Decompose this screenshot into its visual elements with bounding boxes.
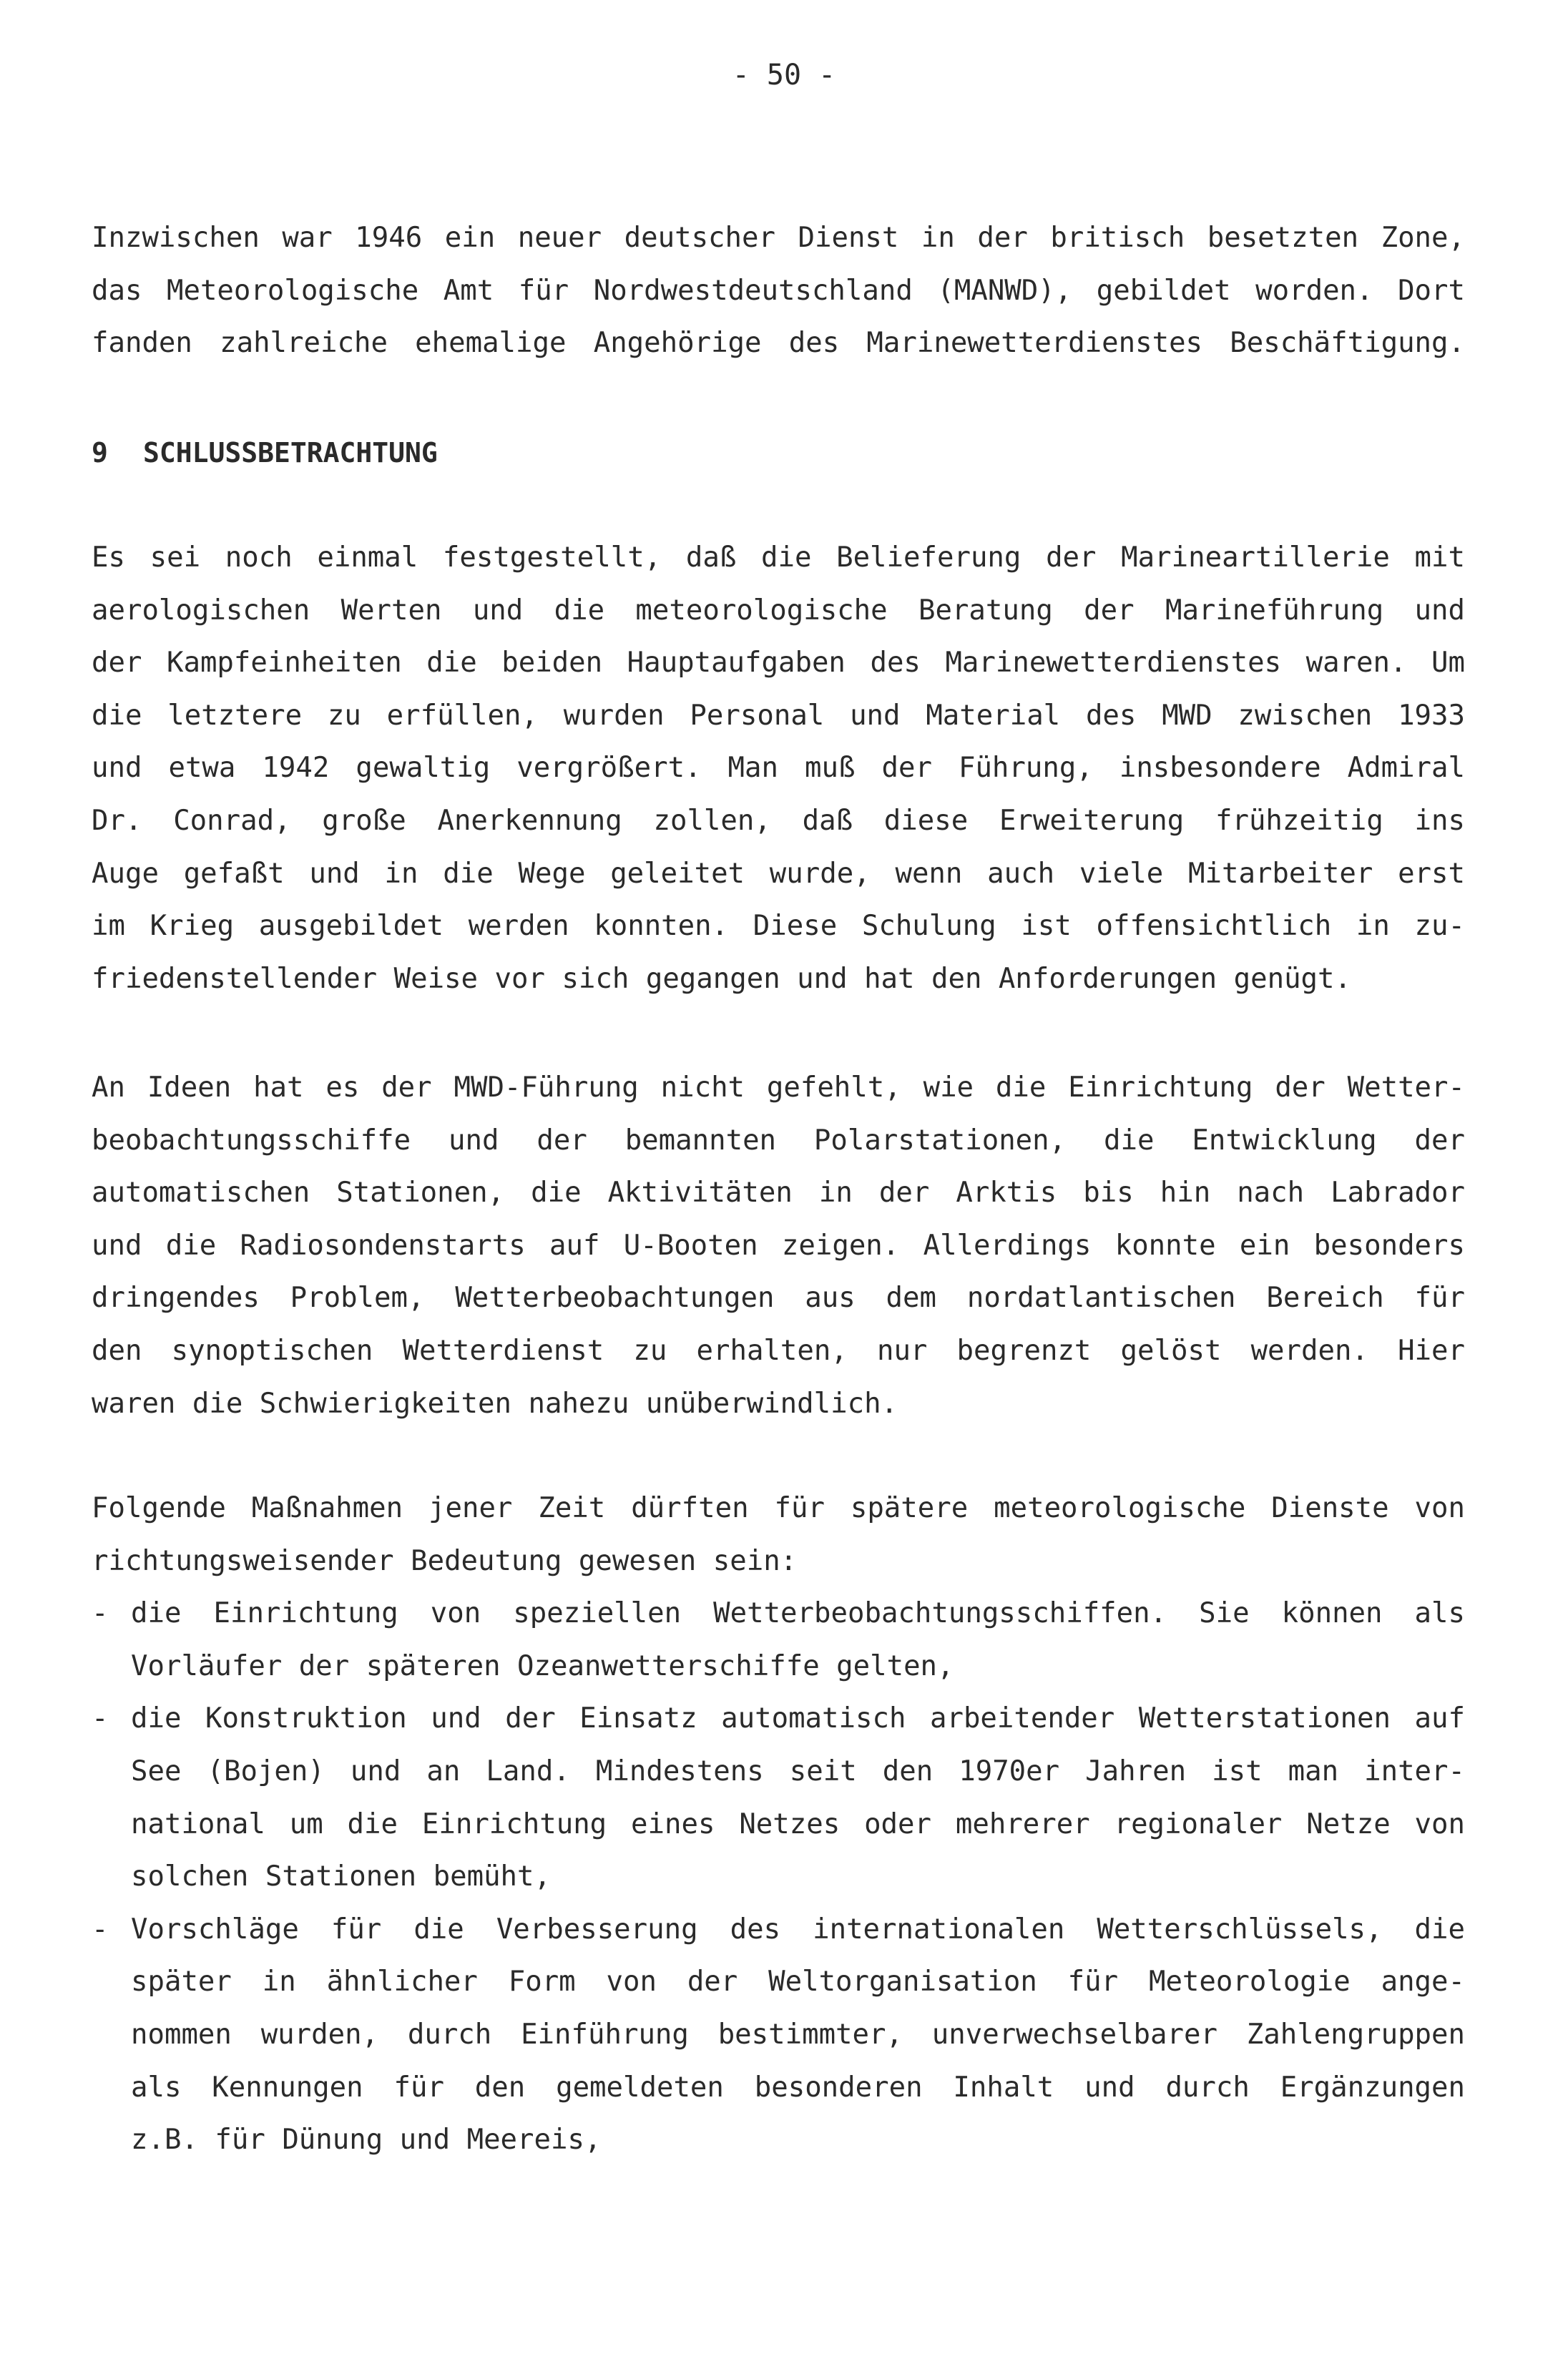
list-dash: - [92, 1913, 109, 1946]
p1-line-4: die letztere zu erfüllen, wurden Personal und Material des MWD zwischen 1933 [92, 699, 1465, 732]
item2-line-3: national um die Einrichtung eines Netzes oder mehrerer regionaler Netze von [131, 1808, 1465, 1840]
item3-line-4: als Kennungen für den gemeldeten besonderen Inhalt und durch Ergänzungen [131, 2071, 1465, 2104]
p2-line-6: den synoptischen Wetterdienst zu erhalten, nur begrenzt gelöst werden. Hier [92, 1334, 1465, 1367]
paragraph-1 [92, 531, 1465, 1005]
item1-line-2: Vorläufer der späteren Ozeanwetterschiffe gelten, [131, 1649, 954, 1682]
list-item [92, 1903, 1465, 2167]
intro-line-2: das Meteorologische Amt für Nordwestdeutschland (MANWD), gebildet worden. Dort [92, 274, 1465, 307]
item3-line-2: später in ähnlicher Form von der Weltorganisation für Meteorologie ange- [131, 1966, 1465, 1998]
p1-line-2: aerologischen Werten und die meteorologische Beratung der Marineführung und [92, 594, 1465, 627]
intro-paragraph [92, 212, 1465, 370]
p1-line-7: Auge gefaßt und in die Wege geleitet wurde, wenn auch viele Mitarbeiter erst [92, 857, 1465, 890]
list-item [92, 1692, 1465, 1903]
list-dash: - [92, 1702, 109, 1735]
p1-line-9: friedenstellender Weise vor sich gegangen und hat den Anforderungen genügt. [92, 962, 1351, 995]
section-number: 9 [92, 437, 108, 469]
list-item [92, 1587, 1465, 1692]
p2-line-7: waren die Schwierigkeiten nahezu unüberwindlich. [92, 1387, 898, 1420]
item2-line-1: die Konstruktion und der Einsatz automatisch arbeitender Wetterstationen auf [131, 1702, 1465, 1735]
p2-line-3: automatischen Stationen, die Aktivitäten in der Arktis bis hin nach Labrador [92, 1177, 1465, 1210]
p3-lead-line-2: richtungsweisender Bedeutung gewesen sein: [92, 1544, 798, 1577]
section-heading [92, 426, 438, 479]
p2-line-1: An Ideen hat es der MWD-Führung nicht gefehlt, wie die Einrichtung der Wetter- [92, 1071, 1465, 1104]
p1-line-8: im Krieg ausgebildet werden konnten. Diese Schulung ist offensichtlich in zu- [92, 910, 1465, 943]
p2-line-5: dringendes Problem, Wetterbeobachtungen aus dem nordatlantischen Bereich für [92, 1282, 1465, 1315]
p2-line-2: beobachtungsschiffe und der bemannten Polarstationen, die Entwicklung der [92, 1124, 1465, 1157]
item1-line-1: die Einrichtung von speziellen Wetterbeobachtungsschiffen. Sie können als [131, 1597, 1465, 1630]
page-number: - 50 - [732, 59, 836, 92]
paragraph-2 [92, 1061, 1465, 1430]
p1-line-6: Dr. Conrad, große Anerkennung zollen, daß diese Erweiterung frühzeitig ins [92, 804, 1465, 837]
item3-line-5: z.B. für Dünung und Meereis, [131, 2124, 602, 2157]
p1-line-1: Es sei noch einmal festgestellt, daß die Belieferung der Marineartillerie mit [92, 541, 1465, 574]
p2-line-4: und die Radiosondenstarts auf U-Booten zeigen. Allerdings konnte ein besonders [92, 1229, 1465, 1262]
intro-line-1: Inzwischen war 1946 ein neuer deutscher Dienst in der britisch besetzten Zone, [92, 222, 1465, 254]
p3-lead-line-1: Folgende Maßnahmen jener Zeit dürften für spätere meteorologische Dienste von [92, 1492, 1465, 1524]
paragraph-3 [92, 1482, 1465, 2167]
item3-line-1: Vorschläge für die Verbesserung des internationalen Wetterschlüssels, die [131, 1913, 1465, 1946]
item3-line-3: nommen wurden, durch Einführung bestimmter, unverwechselbarer Zahlengruppen [131, 2018, 1465, 2051]
list-dash: - [92, 1597, 109, 1630]
p1-line-3: der Kampfeinheiten die beiden Hauptaufgaben des Marinewetterdienstes waren. Um [92, 647, 1465, 680]
intro-line-3: fanden zahlreiche ehemalige Angehörige des Marinewetterdienstes Beschäftigung. [92, 327, 1465, 360]
item2-line-2: See (Bojen) und an Land. Mindestens seit den 1970er Jahren ist man inter- [131, 1755, 1465, 1787]
section-title: SCHLUSSBETRACHTUNG [143, 437, 438, 469]
p1-line-5: und etwa 1942 gewaltig vergrößert. Man muß der Führung, insbesondere Admiral [92, 752, 1465, 785]
item2-line-4: solchen Stationen bemüht, [131, 1860, 551, 1893]
